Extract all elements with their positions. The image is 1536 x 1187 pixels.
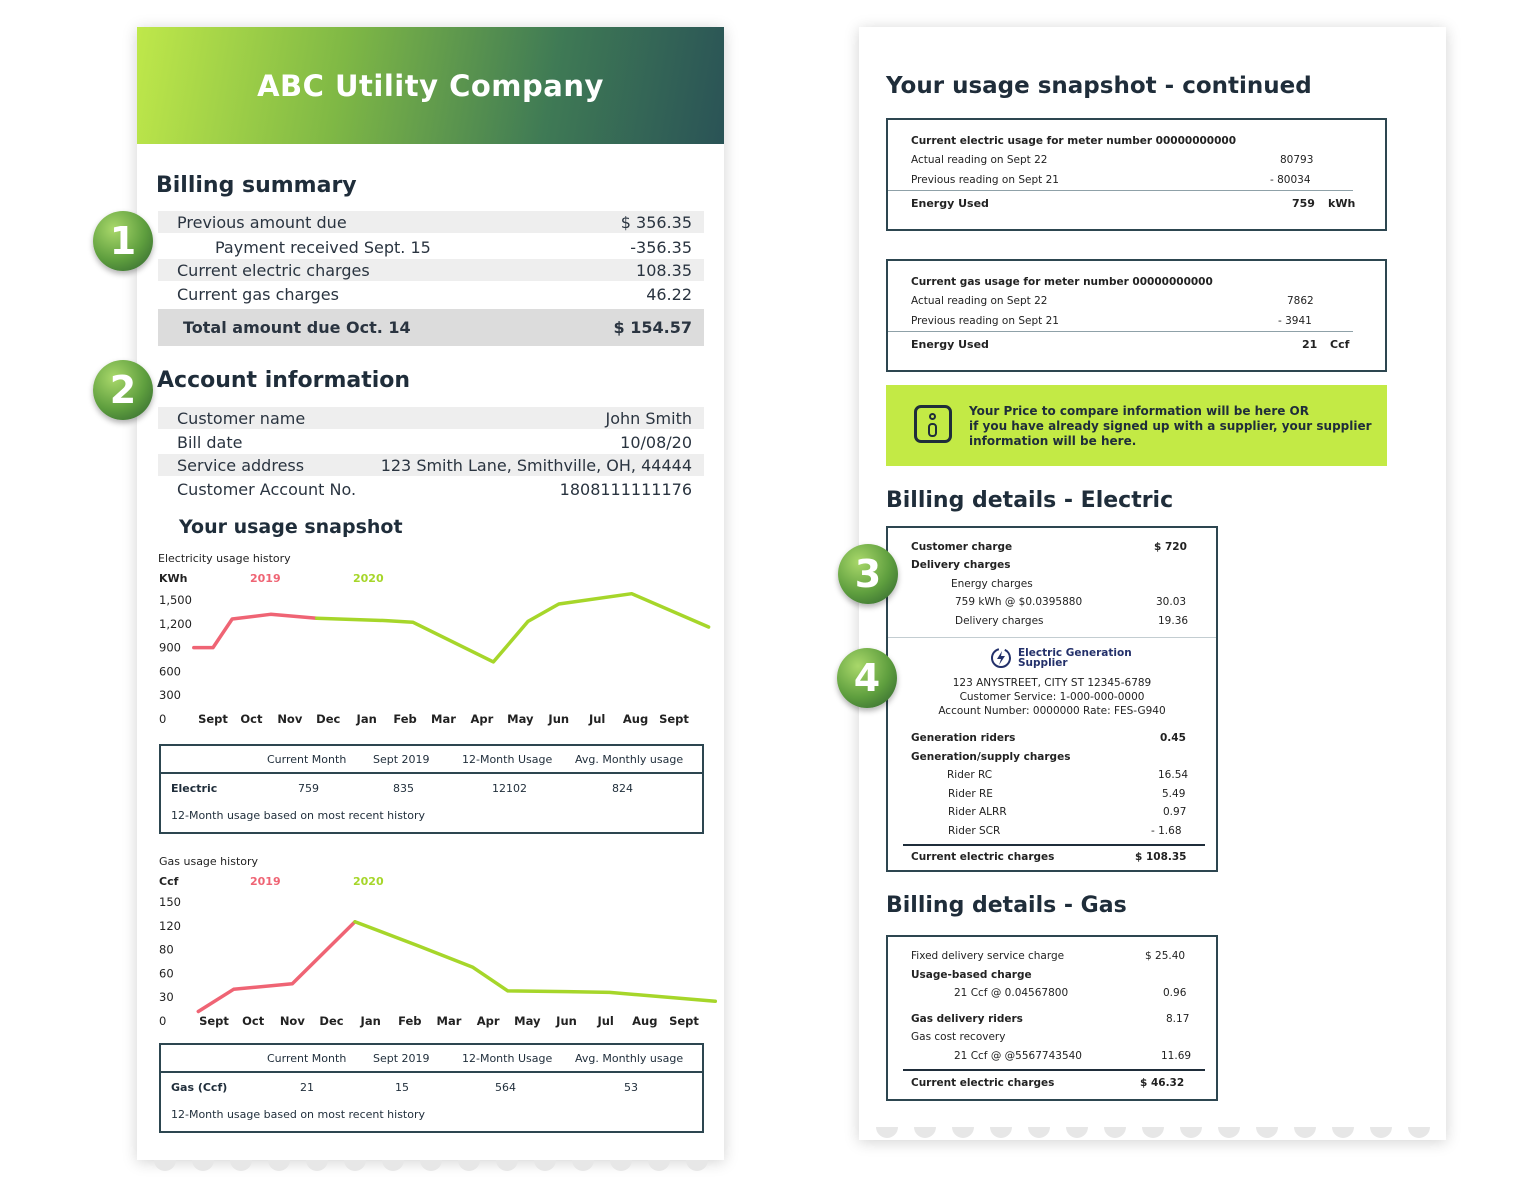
scallop-notch [192,1160,214,1171]
scallop-notch [1104,1127,1126,1138]
x-tick-label: Jan [360,1014,381,1028]
meter-actual-value: 7862 [1287,295,1314,307]
col-header: Current Month [267,1052,347,1065]
supplier-name-line: Electric Generation [1018,647,1132,659]
billing-gas-box [886,935,1218,1101]
scallop-notch [914,1127,936,1138]
scallop-notch [648,1160,670,1171]
electric-total-value: $ 108.35 [1135,851,1187,863]
x-tick-label: Oct [242,1014,265,1028]
scallop-notch [1332,1127,1354,1138]
col-header: 12-Month Usage [462,1052,553,1065]
summary-label: Payment received Sept. 15 [215,237,431,257]
electric-usage-table [159,744,704,834]
scallop-notch [382,1160,404,1171]
energy-used-unit: kWh [1328,197,1356,210]
x-tick-label: Dec [316,712,341,726]
series-line-2020 [317,594,709,662]
col-header: Avg. Monthly usage [575,1052,684,1065]
y-tick-label: 150 [159,895,181,909]
meter-actual-label: Actual reading on Sept 22 [911,295,1048,307]
usage-continued-heading: Your usage snapshot - continued [886,73,1312,99]
total-rule [903,844,1205,846]
billing-electric-box [886,526,1218,872]
electric-usage-chart [150,566,720,738]
summary-label: Current electric charges [177,260,370,280]
x-tick-label: Oct [240,712,263,726]
recovery-line-label: 21 Ccf @ @5567743540 [954,1050,1082,1062]
account-row-bill-date [158,431,704,453]
scallop-notch [420,1160,442,1171]
scallop-notch [1218,1127,1240,1138]
customer-charge-value: $ 720 [1154,541,1187,553]
summary-total-row [158,309,704,346]
summary-row-payment [158,236,704,258]
table-body [161,1073,702,1131]
scallop-notch [496,1160,518,1171]
x-tick-label: Mar [436,1014,462,1028]
electric-chart-title: Electricity usage history [158,552,291,565]
meter-title: Current gas usage for meter number 00000000000 [911,276,1213,288]
rider-label: Rider RE [948,788,993,800]
cell: 21 [300,1081,314,1094]
x-tick-label: May [514,1014,541,1028]
scallop-notch [458,1160,480,1171]
rider-label: Rider ALRR [948,806,1007,818]
gas-total-label: Current electric charges [911,1077,1055,1089]
billing-gas-heading: Billing details - Gas [886,893,1127,918]
scallop-notch [1180,1127,1202,1138]
series-line-2019 [198,922,355,1012]
account-value: 10/08/20 [620,432,692,452]
y-tick-label: 0 [159,712,167,726]
x-tick-label: Sept [199,1014,229,1028]
account-value: John Smith [605,408,692,428]
scallop-notch [876,1127,898,1138]
supplier-name [1018,648,1132,668]
lightning-logo-icon [990,647,1012,669]
x-tick-label: Jun [548,712,570,726]
table-note: 12-Month usage based on most recent history [171,809,425,822]
account-label: Service address [177,455,305,475]
delivery-sub-label: Delivery charges [955,615,1044,627]
col-header: Avg. Monthly usage [575,753,684,766]
divider [888,190,1353,191]
supplier-account: Account Number: 0000000 Rate: FES-G940 [938,705,1166,717]
account-label: Customer Account No. [177,479,357,499]
scallop-notch [344,1160,366,1171]
scallop-notch [306,1160,328,1171]
supplier-service: Customer Service: 1-000-000-0000 [959,691,1145,703]
account-row-name [158,407,704,429]
gas-recovery-label: Gas cost recovery [911,1031,1006,1043]
cell: 759 [298,782,319,795]
scallop-notch [572,1160,594,1171]
summary-label: Current gas charges [177,284,339,304]
rider-label: Rider RC [947,769,993,781]
meter-previous-label: Previous reading on Sept 21 [911,174,1059,186]
gen-riders-value: 0.45 [1160,732,1186,744]
gas-chart-title: Gas usage history [159,855,259,868]
fixed-charge-value: $ 25.40 [1145,950,1186,962]
x-tick-label: Feb [398,1014,422,1028]
meter-actual-label: Actual reading on Sept 22 [911,154,1048,166]
scallop-notch [1028,1127,1050,1138]
x-tick-label: Feb [393,712,417,726]
total-rule [903,1069,1205,1071]
notice-line: information will be here. [969,434,1137,448]
gas-usage-chart [150,869,720,1037]
scallop-notch [534,1160,556,1171]
x-tick-label: Dec [319,1014,344,1028]
cell: 53 [624,1081,638,1094]
series-line-2019 [194,614,317,647]
billing-electric-heading: Billing details - Electric [886,488,1174,513]
scallop-notch [686,1160,708,1171]
step-badge-2: 2 [93,360,153,420]
cell: 564 [495,1081,516,1094]
account-row-address [158,454,704,476]
scallop-notch [1066,1127,1088,1138]
legend-label: 2019 [250,875,281,888]
account-label: Customer name [177,408,306,428]
step-badge-4: 4 [837,648,897,708]
x-tick-label: Jan [356,712,377,726]
y-tick-label: 1,500 [159,593,192,607]
summary-value: $ 356.35 [620,212,692,232]
x-tick-label: Nov [279,1014,305,1028]
notice-line: Your Price to compare information will be here OR [969,404,1309,418]
scallop-notch [1256,1127,1278,1138]
account-value: 1808111111176 [559,479,692,499]
account-row-number [158,478,704,500]
page-edge-scallop [137,1160,724,1174]
col-header: Sept 2019 [373,753,430,766]
rider-value: 16.54 [1158,769,1189,781]
scallop-notch [1408,1127,1430,1138]
divider [888,331,1353,332]
x-tick-label: Apr [470,712,494,726]
y-tick-label: 600 [159,664,181,679]
step-badge-1: 1 [93,211,153,271]
y-tick-label: 300 [159,688,181,703]
usage-snapshot-heading: Your usage snapshot [179,516,403,538]
company-name: ABC Utility Company [257,68,604,103]
scallop-notch [610,1160,632,1171]
account-info-heading: Account information [157,368,411,393]
row-label: Gas (Ccf) [171,1081,228,1094]
summary-value: -356.35 [630,237,692,257]
gas-riders-label: Gas delivery riders [911,1013,1023,1025]
meter-title: Current electric usage for meter number 00000000000 [911,135,1237,147]
x-tick-label: Sept [669,1014,699,1028]
x-tick-label: Mar [431,712,456,726]
header-banner [137,27,724,144]
cell: 15 [395,1081,409,1094]
recovery-line-value: 11.69 [1161,1050,1192,1062]
notice-line: if you have already signed up with a supplier, your supplier [969,419,1372,433]
electric-meter-box [886,118,1387,231]
meter-previous-value: - 3941 [1278,315,1312,327]
summary-row-gas [158,283,704,305]
scallop-notch [1370,1127,1392,1138]
delivery-charges-label: Delivery charges [911,559,1011,571]
account-label: Bill date [177,432,243,452]
total-label: Total amount due Oct. 14 [183,318,411,337]
scallop-notch [154,1160,176,1171]
meter-actual-value: 80793 [1280,154,1314,166]
rider-value: - 1.68 [1151,825,1182,837]
usage-line-label: 21 Ccf @ 0.04567800 [954,987,1069,999]
scallop-notch [1294,1127,1316,1138]
supplier-name-line: Supplier [1018,657,1068,669]
kwh-rate-label: 759 kWh @ $0.0395880 [955,596,1083,608]
table-note: 12-Month usage based on most recent history [171,1108,425,1121]
y-tick-label: 0 [159,1014,167,1028]
x-tick-label: May [507,712,534,726]
x-tick-label: Sept [198,712,228,726]
scallop-notch [230,1160,252,1171]
series-line-2020 [355,922,715,1001]
energy-charges-label: Energy charges [951,578,1033,590]
gas-meter-box [886,259,1387,372]
gen-riders-label: Generation riders [911,732,1016,744]
legend-label: 2019 [250,572,281,585]
fixed-charge-label: Fixed delivery service charge [911,950,1065,962]
table-body [161,774,702,832]
x-tick-label: Sept [659,712,689,726]
rider-label: Rider SCR [948,825,1001,837]
col-header: 12-Month Usage [462,753,553,766]
y-tick-label: 900 [159,640,181,655]
y-tick-label: 120 [159,918,181,933]
info-icon [914,405,952,443]
axis-unit-label: KWh [159,572,188,585]
customer-charge-label: Customer charge [911,541,1013,553]
energy-used-unit: Ccf [1330,338,1350,351]
scallop-notch [268,1160,290,1171]
price-to-compare-notice [886,385,1387,466]
total-value: $ 154.57 [613,318,692,337]
x-tick-label: Aug [632,1014,658,1028]
usage-charge-label: Usage-based charge [911,969,1032,981]
energy-used-label: Energy Used [911,338,989,351]
legend-label: 2020 [353,572,384,585]
meter-previous-value: - 80034 [1270,174,1311,186]
step-badge-3: 3 [838,544,898,604]
billing-summary-heading: Billing summary [156,173,357,198]
table-header [161,746,702,774]
page-edge-scallop [859,1127,1446,1141]
delivery-sub-value: 19.36 [1158,615,1189,627]
x-tick-label: Nov [277,712,303,726]
gas-total-value: $ 46.32 [1140,1077,1185,1089]
legend-label: 2020 [353,875,384,888]
cell: 824 [612,782,633,795]
rider-value: 5.49 [1162,788,1186,800]
x-tick-label: Jul [588,712,606,726]
table-header [161,1045,702,1073]
row-label: Electric [171,782,218,795]
summary-value: 46.22 [646,284,692,304]
rider-value: 0.97 [1163,806,1187,818]
scallop-notch [1142,1127,1164,1138]
summary-row-previous [158,211,704,233]
cell: 12102 [492,782,527,795]
col-header: Sept 2019 [373,1052,430,1065]
usage-line-value: 0.96 [1163,987,1187,999]
electric-total-label: Current electric charges [911,851,1055,863]
col-header: Current Month [267,753,347,766]
scallop-notch [952,1127,974,1138]
summary-label: Previous amount due [177,212,347,232]
summary-row-electric [158,259,704,281]
energy-used-value: 759 [1292,197,1315,210]
axis-unit-label: Ccf [159,875,179,888]
energy-used-value: 21 [1302,338,1318,351]
gen-supply-label: Generation/supply charges [911,751,1071,763]
cell: 835 [393,782,414,795]
x-tick-label: Jun [556,1014,577,1028]
summary-value: 108.35 [636,260,692,280]
account-value: 123 Smith Lane, Smithville, OH, 44444 [380,455,692,475]
supplier-address: 123 ANYSTREET, CITY ST 12345-6789 [952,677,1152,689]
gas-usage-table [159,1043,704,1133]
x-tick-label: Aug [622,712,649,726]
x-tick-label: Apr [476,1014,500,1028]
meter-previous-label: Previous reading on Sept 21 [911,315,1059,327]
x-tick-label: Jul [597,1014,614,1028]
y-tick-label: 1,200 [159,616,192,631]
gas-riders-value: 8.17 [1166,1013,1190,1025]
kwh-rate-value: 30.03 [1156,596,1187,608]
notice-text [969,404,1372,449]
energy-used-label: Energy Used [911,197,989,210]
scallop-notch [990,1127,1012,1138]
y-tick-label: 60 [159,966,174,981]
divider [888,637,1216,638]
y-tick-label: 30 [159,990,174,1005]
y-tick-label: 80 [159,942,174,957]
